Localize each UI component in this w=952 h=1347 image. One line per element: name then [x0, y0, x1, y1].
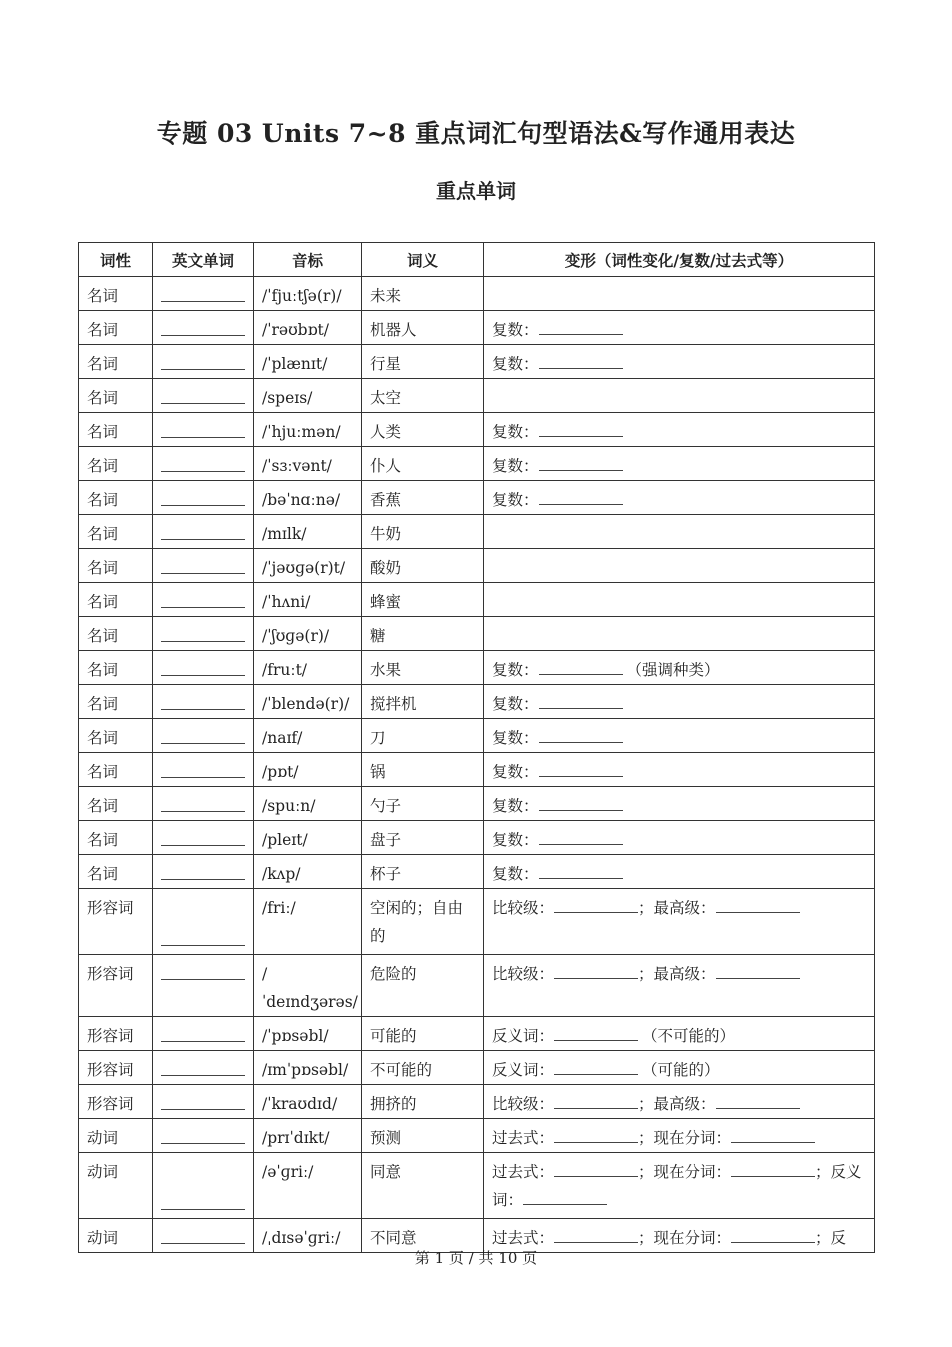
forms-cell: [484, 1051, 875, 1085]
form-label: ；现在分词：: [638, 1129, 732, 1147]
header-pos: 词性: [79, 243, 153, 277]
form-label: ；现在分词：: [638, 1229, 732, 1247]
form-blank-line[interactable]: [539, 454, 623, 471]
form-blank-line[interactable]: [554, 1058, 638, 1075]
form-blank-line[interactable]: [539, 862, 623, 879]
pos-cell: 名词: [79, 753, 153, 787]
form-label: ；最高级：: [638, 899, 716, 917]
page-footer: 第 1 页 / 共 10 页: [414, 1249, 538, 1267]
form-label: 复数：: [492, 797, 539, 815]
form-note: （不可能的）: [642, 1027, 736, 1045]
word-blank-line[interactable]: [161, 1119, 245, 1144]
pos-cell: 名词: [79, 617, 153, 651]
form-label: 比较级：: [492, 1095, 555, 1113]
table-row: [79, 345, 875, 379]
forms-cell: [484, 379, 875, 413]
word-blank-cell: [153, 583, 254, 617]
pos-cell: 名词: [79, 277, 153, 311]
ipa-cell: /fruːt/: [254, 651, 362, 685]
form-label: 复数：: [492, 423, 539, 441]
meaning-cell: 杯子: [362, 855, 484, 889]
forms-cell: [484, 617, 875, 651]
word-blank-line[interactable]: [161, 855, 245, 880]
ipa-cell: /pɒt/: [254, 753, 362, 787]
ipa-cell: /friː/: [254, 889, 362, 955]
table-row: [79, 617, 875, 651]
meaning-cell: 不同意: [362, 1219, 484, 1253]
word-blank-line[interactable]: [161, 447, 245, 472]
meaning-cell: 香蕉: [362, 481, 484, 515]
word-blank-line[interactable]: [161, 1051, 245, 1076]
forms-cell: [484, 1119, 875, 1153]
meaning-cell: 人类: [362, 413, 484, 447]
form-label: 复数：: [492, 457, 539, 475]
ipa-cell: /ˈblendə(r)/: [254, 685, 362, 719]
form-label: ；最高级：: [638, 1095, 716, 1113]
ipa-cell: /spuːn/: [254, 787, 362, 821]
form-blank-line[interactable]: [716, 896, 800, 913]
header-word: 英文单词: [153, 243, 254, 277]
word-blank-line[interactable]: [161, 1219, 245, 1244]
form-blank-line[interactable]: [539, 828, 623, 845]
word-blank-cell: [153, 549, 254, 583]
forms-cell: [484, 889, 875, 955]
table-row: [79, 821, 875, 855]
ipa-cell: /ˈjəʊɡə(r)t/: [254, 549, 362, 583]
ipa-cell: /ˈhjuːmən/: [254, 413, 362, 447]
pos-cell: 名词: [79, 821, 153, 855]
form-label: 复数：: [492, 831, 539, 849]
meaning-cell: 拥挤的: [362, 1085, 484, 1119]
table-row: [79, 277, 875, 311]
word-blank-line[interactable]: [161, 821, 245, 846]
form-label: 复数：: [492, 355, 539, 373]
form-label: 过去式：: [492, 1229, 555, 1247]
meaning-cell: 行星: [362, 345, 484, 379]
word-blank-line[interactable]: [161, 617, 245, 642]
meaning-cell: 蜂蜜: [362, 583, 484, 617]
meaning-cell: 刀: [362, 719, 484, 753]
table-row: [79, 379, 875, 413]
meaning-cell: 空闲的；自由的: [362, 889, 484, 955]
word-blank-line[interactable]: [161, 955, 245, 980]
header-forms: 变形（词性变化/复数/过去式等）: [484, 243, 875, 277]
word-blank-line[interactable]: [161, 311, 245, 336]
table-row: [79, 583, 875, 617]
form-blank-line[interactable]: [539, 760, 623, 777]
word-blank-cell: [153, 787, 254, 821]
table-row: [79, 515, 875, 549]
form-blank-line[interactable]: [539, 794, 623, 811]
forms-cell: [484, 651, 875, 685]
table-row: [79, 651, 875, 685]
form-label: 复数：: [492, 729, 539, 747]
form-label: 复数：: [492, 865, 539, 883]
form-label: 复数：: [492, 661, 539, 679]
forms-cell: [484, 549, 875, 583]
table-row: [79, 1119, 875, 1153]
word-blank-line[interactable]: [161, 277, 245, 302]
word-blank-line[interactable]: [161, 413, 245, 438]
meaning-cell: 预测: [362, 1119, 484, 1153]
ipa-cell: /əˈɡriː/: [254, 1153, 362, 1219]
word-blank-cell: [153, 277, 254, 311]
form-blank-line[interactable]: [554, 1024, 638, 1041]
pos-cell: 名词: [79, 447, 153, 481]
form-label: 过去式：: [492, 1163, 555, 1181]
meaning-cell: 牛奶: [362, 515, 484, 549]
word-blank-cell: [153, 855, 254, 889]
form-blank-line[interactable]: [554, 1160, 638, 1177]
form-blank-line[interactable]: [523, 1188, 607, 1205]
form-note: （强调种类）: [626, 661, 720, 679]
ipa-cell: /speɪs/: [254, 379, 362, 413]
ipa-cell: /ˈplænɪt/: [254, 345, 362, 379]
forms-cell: [484, 277, 875, 311]
word-blank-cell: [153, 821, 254, 855]
forms-cell: [484, 515, 875, 549]
pos-cell: 形容词: [79, 889, 153, 955]
ipa-cell: /bəˈnɑːnə/: [254, 481, 362, 515]
form-label: ；反义词：: [492, 1163, 862, 1209]
word-blank-cell: [153, 345, 254, 379]
pos-cell: 形容词: [79, 1085, 153, 1119]
pos-cell: 名词: [79, 787, 153, 821]
ipa-cell: /ˈpɒsəbl/: [254, 1017, 362, 1051]
forms-cell: [484, 719, 875, 753]
word-blank-line[interactable]: [161, 1085, 245, 1110]
table-row: [79, 889, 875, 955]
word-blank-cell: [153, 651, 254, 685]
word-blank-cell: [153, 481, 254, 515]
meaning-cell: 同意: [362, 1153, 484, 1219]
table-row: [79, 311, 875, 345]
forms-cell: [484, 345, 875, 379]
ipa-cell: /ˈrəʊbɒt/: [254, 311, 362, 345]
word-blank-line[interactable]: [161, 787, 245, 812]
meaning-cell: 机器人: [362, 311, 484, 345]
table-row: [79, 855, 875, 889]
forms-cell: [484, 1017, 875, 1051]
ipa-cell: /ˈʃʊɡə(r)/: [254, 617, 362, 651]
word-blank-line[interactable]: [161, 515, 245, 540]
ipa-cell: /naɪf/: [254, 719, 362, 753]
meaning-cell: 水果: [362, 651, 484, 685]
ipa-cell: /ˌdɪsəˈɡriː/: [254, 1219, 362, 1253]
form-blank-line[interactable]: [716, 1092, 800, 1109]
form-blank-line[interactable]: [554, 1226, 638, 1243]
form-label: 比较级：: [492, 899, 555, 917]
document-title: 专题 03 Units 7~8 重点词汇句型语法&写作通用表达: [156, 119, 796, 148]
header-meaning: 词义: [362, 243, 484, 277]
ipa-cell: /ˈkraʊdɪd/: [254, 1085, 362, 1119]
word-blank-cell: [153, 1017, 254, 1051]
table-row: [79, 787, 875, 821]
word-blank-cell: [153, 617, 254, 651]
form-label: 复数：: [492, 321, 539, 339]
meaning-cell: 不可能的: [362, 1051, 484, 1085]
form-blank-line[interactable]: [716, 962, 800, 979]
forms-cell: [484, 311, 875, 345]
table-row: [79, 1085, 875, 1119]
forms-cell: [484, 753, 875, 787]
form-blank-line[interactable]: [554, 1092, 638, 1109]
table-row: [79, 447, 875, 481]
meaning-cell: 糖: [362, 617, 484, 651]
pos-cell: 形容词: [79, 1017, 153, 1051]
ipa-cell: /prɪˈdɪkt/: [254, 1119, 362, 1153]
form-label: ；现在分词：: [638, 1163, 732, 1181]
word-blank-line[interactable]: [161, 345, 245, 370]
form-blank-line[interactable]: [554, 1126, 638, 1143]
word-blank-line[interactable]: [161, 379, 245, 404]
word-blank-line[interactable]: [161, 481, 245, 506]
word-blank-cell: [153, 1153, 254, 1219]
forms-cell: [484, 855, 875, 889]
form-label: 复数：: [492, 763, 539, 781]
meaning-cell: 搅拌机: [362, 685, 484, 719]
table-header-row: [79, 243, 875, 277]
word-blank-line[interactable]: [161, 549, 245, 574]
word-blank-cell: [153, 753, 254, 787]
form-blank-line[interactable]: [539, 726, 623, 743]
word-blank-line[interactable]: [161, 1153, 245, 1210]
meaning-cell: 危险的: [362, 955, 484, 1017]
pos-cell: 形容词: [79, 1051, 153, 1085]
ipa-cell: /ˈsɜːvənt/: [254, 447, 362, 481]
form-blank-line[interactable]: [731, 1126, 815, 1143]
meaning-cell: 勺子: [362, 787, 484, 821]
word-blank-line[interactable]: [161, 685, 245, 710]
header-ipa: 音标: [254, 243, 362, 277]
form-label: 比较级：: [492, 965, 555, 983]
ipa-cell: /pleɪt/: [254, 821, 362, 855]
pos-cell: 名词: [79, 855, 153, 889]
meaning-cell: 盘子: [362, 821, 484, 855]
pos-cell: 名词: [79, 379, 153, 413]
word-blank-cell: [153, 955, 254, 1017]
word-blank-line[interactable]: [161, 583, 245, 608]
pos-cell: 名词: [79, 481, 153, 515]
form-blank-line[interactable]: [554, 962, 638, 979]
table-row: [79, 1051, 875, 1085]
word-blank-line[interactable]: [161, 719, 245, 744]
forms-cell: [484, 481, 875, 515]
pos-cell: 形容词: [79, 955, 153, 1017]
form-label: ；反: [815, 1229, 847, 1247]
form-blank-line[interactable]: [539, 658, 623, 675]
table-row: [79, 685, 875, 719]
pos-cell: 名词: [79, 719, 153, 753]
pos-cell: 动词: [79, 1153, 153, 1219]
pos-cell: 名词: [79, 549, 153, 583]
vocabulary-table: [78, 242, 875, 1253]
table-row: [79, 753, 875, 787]
word-blank-line[interactable]: [161, 889, 245, 946]
pos-cell: 动词: [79, 1219, 153, 1253]
table-row: [79, 1153, 875, 1219]
word-blank-cell: [153, 685, 254, 719]
ipa-cell: /ɪmˈpɒsəbl/: [254, 1051, 362, 1085]
form-blank-line[interactable]: [554, 896, 638, 913]
pos-cell: 动词: [79, 1119, 153, 1153]
word-blank-cell: [153, 889, 254, 955]
pos-cell: 名词: [79, 345, 153, 379]
table-row: [79, 413, 875, 447]
meaning-cell: 酸奶: [362, 549, 484, 583]
pos-cell: 名词: [79, 685, 153, 719]
form-blank-line[interactable]: [539, 692, 623, 709]
word-blank-cell: [153, 1085, 254, 1119]
forms-cell: [484, 413, 875, 447]
meaning-cell: 太空: [362, 379, 484, 413]
forms-cell: [484, 447, 875, 481]
table-row: [79, 719, 875, 753]
pos-cell: 名词: [79, 311, 153, 345]
ipa-cell: /mɪlk/: [254, 515, 362, 549]
form-blank-line[interactable]: [539, 318, 623, 335]
meaning-cell: 未来: [362, 277, 484, 311]
word-blank-cell: [153, 515, 254, 549]
word-blank-cell: [153, 1119, 254, 1153]
ipa-cell: /kʌp/: [254, 855, 362, 889]
pos-cell: 名词: [79, 583, 153, 617]
ipa-cell: /ˈdeɪndʒərəs/: [254, 955, 362, 1017]
word-blank-cell: [153, 311, 254, 345]
meaning-cell: 仆人: [362, 447, 484, 481]
forms-cell: [484, 955, 875, 1017]
word-blank-cell: [153, 1051, 254, 1085]
ipa-cell: /ˈfjuːtʃə(r)/: [254, 277, 362, 311]
forms-cell: [484, 685, 875, 719]
pos-cell: 名词: [79, 515, 153, 549]
forms-cell: [484, 583, 875, 617]
form-label: 过去式：: [492, 1129, 555, 1147]
form-label: 反义词：: [492, 1061, 555, 1079]
forms-cell: [484, 787, 875, 821]
table-row: [79, 481, 875, 515]
meaning-cell: 可能的: [362, 1017, 484, 1051]
form-label: 复数：: [492, 491, 539, 509]
word-blank-line[interactable]: [161, 753, 245, 778]
form-label: 反义词：: [492, 1027, 555, 1045]
meaning-cell: 锅: [362, 753, 484, 787]
table-row: [79, 1017, 875, 1051]
word-blank-line[interactable]: [161, 1017, 245, 1042]
word-blank-cell: [153, 447, 254, 481]
form-blank-line[interactable]: [539, 352, 623, 369]
ipa-cell: /ˈhʌni/: [254, 583, 362, 617]
forms-cell: [484, 1085, 875, 1119]
word-blank-line[interactable]: [161, 651, 245, 676]
section-title: 重点单词: [436, 179, 516, 203]
form-blank-line[interactable]: [731, 1160, 815, 1177]
table-row: [79, 549, 875, 583]
form-note: （可能的）: [642, 1061, 720, 1079]
form-blank-line[interactable]: [731, 1226, 815, 1243]
pos-cell: 名词: [79, 651, 153, 685]
word-blank-cell: [153, 379, 254, 413]
forms-cell: [484, 821, 875, 855]
form-label: 复数：: [492, 695, 539, 713]
form-blank-line[interactable]: [539, 420, 623, 437]
table-row: [79, 955, 875, 1017]
word-blank-cell: [153, 413, 254, 447]
pos-cell: 名词: [79, 413, 153, 447]
forms-cell: [484, 1153, 875, 1219]
form-label: ；最高级：: [638, 965, 716, 983]
word-blank-cell: [153, 719, 254, 753]
form-blank-line[interactable]: [539, 488, 623, 505]
